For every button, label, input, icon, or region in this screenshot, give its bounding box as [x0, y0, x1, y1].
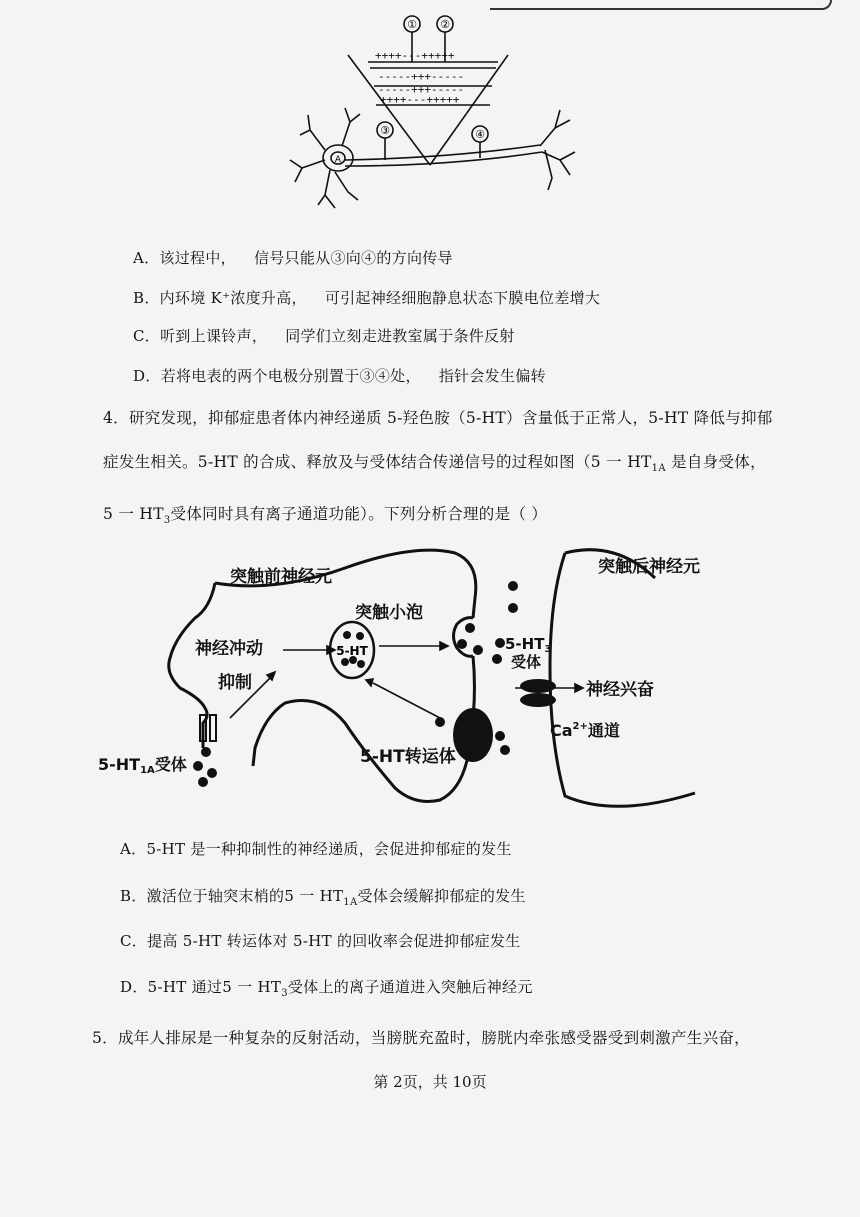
calcium-channel-label: $Ca^{2+}$通道 [550, 721, 620, 740]
soma-label: A [334, 155, 342, 165]
option-letter: D． [133, 367, 161, 385]
page-footer: 第 2页，共 10页 [373, 1073, 487, 1091]
transporter-label: 5-HT转运体 [360, 747, 456, 767]
marker-3: ③ [380, 124, 390, 137]
q4-stem-line1: 4．研究发现，抑郁症患者体内神经递质 5-羟色胺（5-HT）含量低于正常人，5-HT 降低与抑郁 [103, 409, 773, 427]
q3-option-b [133, 287, 600, 308]
option-text: 内环境 K⁺浓度升高， [159, 289, 307, 307]
q5-stem-line1: 5．成年人排尿是一种复杂的反射活动，当膀胱充盈时，膀胱内牵张感受器受到刺激产生兴奋， [92, 1029, 750, 1047]
marker-4: ④ [475, 128, 485, 141]
nerve-fiber-diagram [270, 10, 590, 215]
postsynaptic-label: 突触后神经元 [598, 557, 700, 577]
q3-option-c [133, 325, 515, 346]
option-text: 可引起神经细胞静息状态下膜电位差增大 [324, 289, 601, 307]
option-text: 同学们立刻走进教室属于条件反射 [285, 327, 515, 345]
option-letter: B． [133, 289, 160, 307]
option-letter: C． [133, 327, 161, 345]
impulse-label: 神经冲动 [195, 639, 263, 659]
option-text: 该过程中， [159, 249, 236, 267]
potential-row-3: -----+++----- [378, 83, 465, 96]
q4-option-c: C．提高 5-HT 转运体对 5-HT 的回收率会促进抑郁症发生 [120, 932, 521, 950]
page-top-edge [490, 0, 832, 10]
ht3-receptor-label: $5-HT_3$ 受体 [505, 635, 552, 671]
q4-option-d: D．5-HT 通过5 一 $HT_3$受体上的离子通道进入突触后神经元 [120, 978, 533, 999]
ht1a-receptor-label: 5-HT1A受体 [98, 755, 187, 776]
inhibit-label: 抑制 [218, 673, 252, 693]
option-text: 听到上课铃声， [160, 327, 268, 345]
marker-1: ① [407, 18, 417, 31]
vesicle-content-label: 5-HT [336, 644, 368, 658]
potential-row-4: ++++---+++++ [380, 93, 460, 106]
q4-stem-line3: 5 一 $HT_3$受体同时具有离子通道功能）。下列分析合理的是（ ） [103, 505, 548, 527]
option-text: 若将电表的两个电极分别置于③④处， [160, 367, 421, 385]
marker-2: ② [440, 18, 450, 31]
q4-option-b: B．激活位于轴突末梢的5 一 $HT_{1A}$受体会缓解抑郁症的发生 [120, 887, 526, 908]
option-letter: A． [133, 249, 160, 267]
vesicle-label: 突触小泡 [355, 603, 423, 623]
presynaptic-label: 突触前神经元 [230, 567, 332, 587]
option-text: 信号只能从③向④的方向传导 [253, 249, 453, 267]
potential-row-2: -----+++----- [378, 70, 465, 83]
q3-option-a [133, 247, 453, 268]
synapse-diagram [95, 538, 735, 823]
q4-stem-line2: 症发生相关。5-HT 的合成、释放及与受体结合传递信号的过程如图（5 一 $HT_{1A}$ 是自身受体， [103, 453, 766, 475]
option-text: 指针会发生偏转 [438, 367, 546, 385]
q4-option-a: A．5-HT 是一种抑制性的神经递质，会促进抑郁症的发生 [120, 840, 512, 858]
potential-row-1: ++++---+++++ [375, 49, 455, 62]
excitation-label: 神经兴奋 [586, 680, 654, 700]
q3-option-d [133, 365, 546, 386]
